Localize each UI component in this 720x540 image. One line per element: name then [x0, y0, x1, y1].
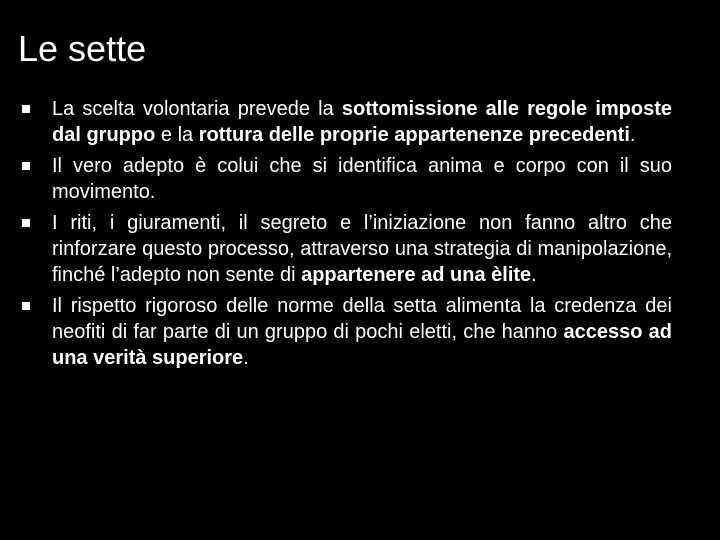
bullet-list: [22, 96, 672, 376]
square-bullet-icon: [22, 162, 30, 170]
bullet-text: .: [243, 347, 249, 369]
bullet-text: .: [629, 124, 636, 146]
square-bullet-icon: [22, 105, 30, 113]
bullet-item: [22, 293, 672, 371]
square-bullet-icon: [22, 219, 30, 227]
bullet-text-bold: accesso ad una verità superiore: [52, 321, 673, 369]
bullet-text-bold: sottomissione alle regole imposte dal gruppo: [52, 98, 672, 146]
bullet-item: [22, 210, 672, 288]
bullet-text: La scelta volontaria prevede la: [52, 98, 342, 120]
bullet-text: Il vero adepto è colui che si identifica anima e corpo con il suo movimento.: [52, 155, 672, 203]
bullet-item: [22, 96, 672, 148]
bullet-text-bold: appartenere ad una èlite: [301, 264, 532, 286]
square-bullet-icon: [22, 302, 30, 310]
bullet-text: e la: [155, 124, 199, 146]
slide-title: Le sette: [18, 28, 147, 69]
bullet-text: Il rispetto rigoroso delle norme della setta alimenta la credenza dei neofiti di far parte di un gruppo di pochi eletti, che hanno: [52, 295, 672, 343]
bullet-item: [22, 153, 672, 205]
bullet-text: .: [531, 264, 537, 286]
bullet-text: I riti, i giuramenti, il segreto e l’iniziazione non fanno altro che rinforzare questo processo, attraverso una strategia di manipolazione, finché l’adepto non sente di: [52, 212, 672, 286]
bullet-text-bold: rottura delle proprie appartenenze precedenti: [198, 124, 630, 146]
